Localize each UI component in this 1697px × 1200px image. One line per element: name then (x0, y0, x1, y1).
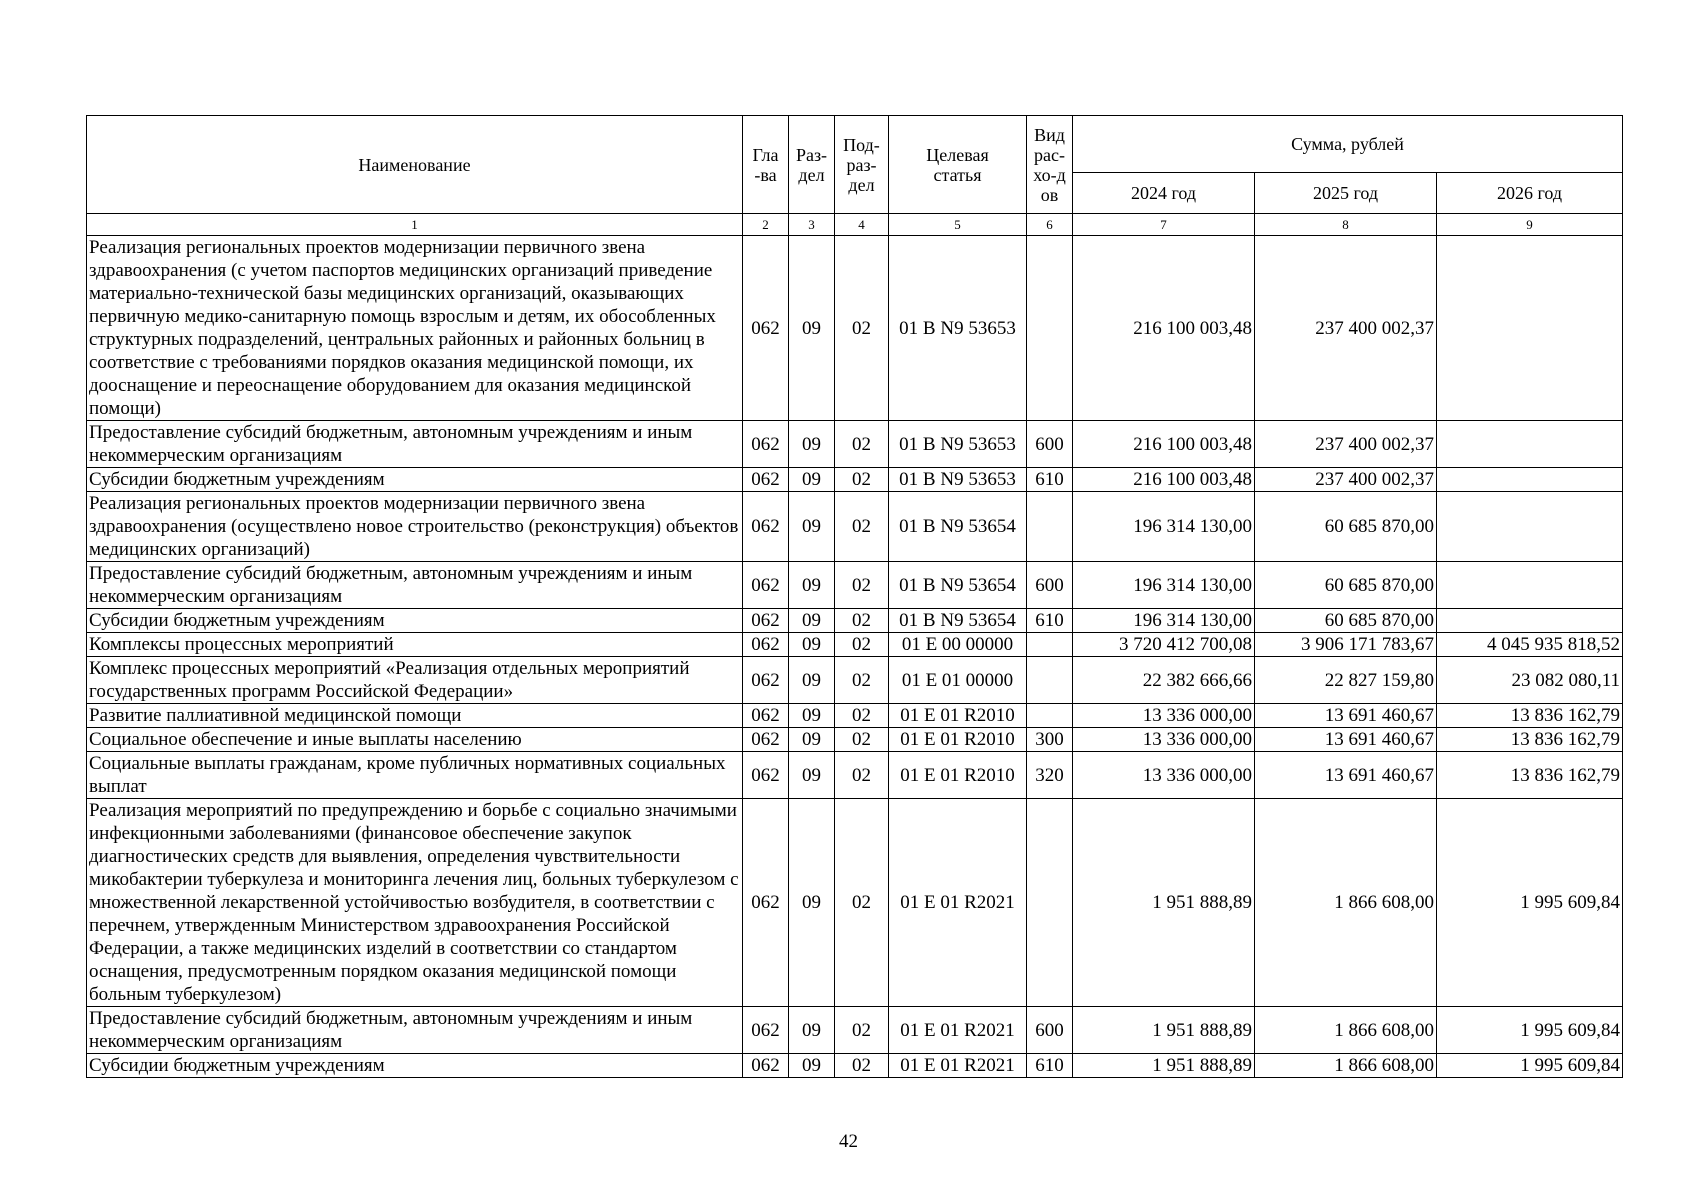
table-body (87, 236, 1623, 1078)
table-row (87, 562, 1623, 609)
table-row (87, 728, 1623, 752)
table-row (87, 657, 1623, 704)
row-amount-2024: 13 336 000,00 (1073, 752, 1255, 799)
row-section: 09 (789, 704, 835, 728)
row-chapter: 062 (743, 728, 789, 752)
row-chapter: 062 (743, 236, 789, 421)
column-number: 8 (1255, 214, 1437, 236)
row-amount-2024: 216 100 003,48 (1073, 421, 1255, 468)
row-chapter: 062 (743, 704, 789, 728)
row-section: 09 (789, 728, 835, 752)
row-subsection: 02 (835, 236, 889, 421)
row-target-article: 01 Е 01 R2010 (889, 752, 1027, 799)
row-expense-type: 600 (1027, 1007, 1073, 1054)
row-section: 09 (789, 468, 835, 492)
row-chapter: 062 (743, 1007, 789, 1054)
row-section: 09 (789, 1007, 835, 1054)
row-target-article: 01 Е 01 R2021 (889, 1054, 1027, 1078)
row-name: Реализация мероприятий по предупреждению и борьбе с социально значимыми инфекционными заболеваниями (финансовое обеспечение закупок диагностических средств для выявления, определения чувствительности микобактерии туберкулеза и мониторинга лечения лиц, больных туберкулезом с множественной лекарственной устойчивостью возбудителя, в соответствии с перечнем, утвержденным Министерством здравоохранения Российской Федерации, а также медицинских изделий в соответствии со стандартом оснащения, предусмотренным порядком оказания медицинской помощи больным туберкулезом) (87, 799, 743, 1007)
header-year-2024: 2024 год (1073, 173, 1255, 214)
row-section: 09 (789, 236, 835, 421)
row-subsection: 02 (835, 633, 889, 657)
table-row (87, 236, 1623, 421)
row-target-article: 01 Е 01 R2021 (889, 799, 1027, 1007)
row-name: Реализация региональных проектов модернизации первичного звена здравоохранения (осуществлено новое строительство (реконструкция) объектов медицинских организаций) (87, 492, 743, 562)
row-expense-type: 300 (1027, 728, 1073, 752)
row-amount-2025: 1 866 608,00 (1255, 1054, 1437, 1078)
row-chapter: 062 (743, 562, 789, 609)
row-target-article: 01 Е 01 R2021 (889, 1007, 1027, 1054)
table-row (87, 752, 1623, 799)
row-section: 09 (789, 799, 835, 1007)
header-chapter: Гла-ва (743, 116, 789, 214)
row-amount-2024: 3 720 412 700,08 (1073, 633, 1255, 657)
row-chapter: 062 (743, 752, 789, 799)
row-name: Социальные выплаты гражданам, кроме публичных нормативных социальных выплат (87, 752, 743, 799)
row-target-article: 01 В N9 53654 (889, 492, 1027, 562)
row-name: Субсидии бюджетным учреждениям (87, 1054, 743, 1078)
row-amount-2024: 1 951 888,89 (1073, 1007, 1255, 1054)
header-sum: Сумма, рублей (1073, 116, 1623, 173)
row-subsection: 02 (835, 1054, 889, 1078)
row-chapter: 062 (743, 421, 789, 468)
row-expense-type (1027, 492, 1073, 562)
row-expense-type (1027, 633, 1073, 657)
header-year-2025: 2025 год (1255, 173, 1437, 214)
row-subsection: 02 (835, 752, 889, 799)
row-chapter: 062 (743, 657, 789, 704)
row-subsection: 02 (835, 657, 889, 704)
page-number: 42 (839, 1131, 858, 1152)
row-amount-2024: 1 951 888,89 (1073, 1054, 1255, 1078)
row-amount-2024: 22 382 666,66 (1073, 657, 1255, 704)
column-number: 6 (1027, 214, 1073, 236)
row-subsection: 02 (835, 609, 889, 633)
column-number-row (87, 214, 1623, 236)
table-row (87, 421, 1623, 468)
header-year-2026: 2026 год (1437, 173, 1623, 214)
budget-table (86, 115, 1623, 1078)
row-amount-2025: 60 685 870,00 (1255, 492, 1437, 562)
row-section: 09 (789, 657, 835, 704)
table-row (87, 492, 1623, 562)
row-amount-2026: 13 836 162,79 (1437, 752, 1623, 799)
row-amount-2024: 196 314 130,00 (1073, 562, 1255, 609)
row-name: Предоставление субсидий бюджетным, автономным учреждениям и иным некоммерческим организациям (87, 1007, 743, 1054)
row-name: Предоставление субсидий бюджетным, автономным учреждениям и иным некоммерческим организациям (87, 421, 743, 468)
row-section: 09 (789, 609, 835, 633)
row-amount-2026: 1 995 609,84 (1437, 1054, 1623, 1078)
row-chapter: 062 (743, 799, 789, 1007)
row-amount-2024: 216 100 003,48 (1073, 236, 1255, 421)
row-amount-2024: 13 336 000,00 (1073, 704, 1255, 728)
row-amount-2024: 1 951 888,89 (1073, 799, 1255, 1007)
row-section: 09 (789, 421, 835, 468)
row-amount-2025: 13 691 460,67 (1255, 752, 1437, 799)
header-section: Раз-дел (789, 116, 835, 214)
row-amount-2025: 13 691 460,67 (1255, 728, 1437, 752)
row-subsection: 02 (835, 728, 889, 752)
column-number: 4 (835, 214, 889, 236)
header-expense-type: Вид рас-хо-дов (1027, 116, 1073, 214)
column-number: 1 (87, 214, 743, 236)
row-amount-2024: 196 314 130,00 (1073, 609, 1255, 633)
row-amount-2026 (1437, 421, 1623, 468)
row-target-article: 01 Е 00 00000 (889, 633, 1027, 657)
row-amount-2026 (1437, 562, 1623, 609)
table-row (87, 633, 1623, 657)
row-chapter: 062 (743, 492, 789, 562)
row-expense-type: 610 (1027, 468, 1073, 492)
row-target-article: 01 В N9 53653 (889, 421, 1027, 468)
row-expense-type: 610 (1027, 609, 1073, 633)
row-amount-2024: 196 314 130,00 (1073, 492, 1255, 562)
row-section: 09 (789, 562, 835, 609)
row-amount-2026: 23 082 080,11 (1437, 657, 1623, 704)
row-amount-2025: 237 400 002,37 (1255, 468, 1437, 492)
row-expense-type (1027, 704, 1073, 728)
row-expense-type: 600 (1027, 421, 1073, 468)
row-amount-2026: 13 836 162,79 (1437, 728, 1623, 752)
row-chapter: 062 (743, 468, 789, 492)
header-subsection: Под-раз-дел (835, 116, 889, 214)
row-target-article: 01 Е 01 R2010 (889, 728, 1027, 752)
column-number: 2 (743, 214, 789, 236)
row-amount-2025: 237 400 002,37 (1255, 236, 1437, 421)
table-row (87, 1007, 1623, 1054)
row-amount-2025: 237 400 002,37 (1255, 421, 1437, 468)
table-row (87, 1054, 1623, 1078)
row-name: Субсидии бюджетным учреждениям (87, 609, 743, 633)
row-chapter: 062 (743, 609, 789, 633)
row-amount-2025: 13 691 460,67 (1255, 704, 1437, 728)
row-amount-2026 (1437, 236, 1623, 421)
column-number: 5 (889, 214, 1027, 236)
row-target-article: 01 В N9 53654 (889, 562, 1027, 609)
table-row (87, 799, 1623, 1007)
row-expense-type: 320 (1027, 752, 1073, 799)
row-subsection: 02 (835, 704, 889, 728)
row-amount-2026: 13 836 162,79 (1437, 704, 1623, 728)
row-subsection: 02 (835, 468, 889, 492)
row-amount-2025: 3 906 171 783,67 (1255, 633, 1437, 657)
row-section: 09 (789, 1054, 835, 1078)
row-amount-2025: 22 827 159,80 (1255, 657, 1437, 704)
row-amount-2026 (1437, 609, 1623, 633)
row-target-article: 01 Е 01 00000 (889, 657, 1027, 704)
table-row (87, 468, 1623, 492)
row-expense-type (1027, 236, 1073, 421)
budget-page (86, 115, 1622, 1078)
row-amount-2026: 4 045 935 818,52 (1437, 633, 1623, 657)
row-section: 09 (789, 752, 835, 799)
row-subsection: 02 (835, 799, 889, 1007)
row-chapter: 062 (743, 633, 789, 657)
header-target-article: Целевая статья (889, 116, 1027, 214)
row-name: Социальное обеспечение и иные выплаты населению (87, 728, 743, 752)
row-amount-2026: 1 995 609,84 (1437, 799, 1623, 1007)
row-amount-2025: 60 685 870,00 (1255, 609, 1437, 633)
row-amount-2026 (1437, 468, 1623, 492)
row-name: Развитие паллиативной медицинской помощи (87, 704, 743, 728)
row-amount-2026: 1 995 609,84 (1437, 1007, 1623, 1054)
row-target-article: 01 В N9 53654 (889, 609, 1027, 633)
row-name: Комплекс процессных мероприятий «Реализация отдельных мероприятий государственных программ Российской Федерации» (87, 657, 743, 704)
row-expense-type (1027, 657, 1073, 704)
row-target-article: 01 Е 01 R2010 (889, 704, 1027, 728)
row-amount-2025: 60 685 870,00 (1255, 562, 1437, 609)
row-amount-2025: 1 866 608,00 (1255, 799, 1437, 1007)
column-number: 9 (1437, 214, 1623, 236)
row-amount-2024: 13 336 000,00 (1073, 728, 1255, 752)
column-number: 7 (1073, 214, 1255, 236)
row-subsection: 02 (835, 562, 889, 609)
table-row (87, 609, 1623, 633)
row-chapter: 062 (743, 1054, 789, 1078)
row-name: Субсидии бюджетным учреждениям (87, 468, 743, 492)
row-amount-2026 (1437, 492, 1623, 562)
header-name: Наименование (87, 116, 743, 214)
row-section: 09 (789, 492, 835, 562)
row-amount-2025: 1 866 608,00 (1255, 1007, 1437, 1054)
row-name: Комплексы процессных мероприятий (87, 633, 743, 657)
row-name: Реализация региональных проектов модернизации первичного звена здравоохранения (с учетом паспортов медицинских организаций приведение материально-технической базы медицинских организаций, оказывающих первичную медико-санитарную помощь взрослым и детям, их обособленных структурных подразделений, центральных районных и районных больниц в соответствие с требованиями порядков оказания медицинской помощи, их дооснащение и переоснащение оборудованием для оказания медицинской помощи) (87, 236, 743, 421)
row-name: Предоставление субсидий бюджетным, автономным учреждениям и иным некоммерческим организациям (87, 562, 743, 609)
row-amount-2024: 216 100 003,48 (1073, 468, 1255, 492)
row-expense-type (1027, 799, 1073, 1007)
row-target-article: 01 В N9 53653 (889, 468, 1027, 492)
row-expense-type: 600 (1027, 562, 1073, 609)
row-subsection: 02 (835, 421, 889, 468)
table-row (87, 704, 1623, 728)
column-number: 3 (789, 214, 835, 236)
row-expense-type: 610 (1027, 1054, 1073, 1078)
row-target-article: 01 В N9 53653 (889, 236, 1027, 421)
row-section: 09 (789, 633, 835, 657)
row-subsection: 02 (835, 492, 889, 562)
row-subsection: 02 (835, 1007, 889, 1054)
